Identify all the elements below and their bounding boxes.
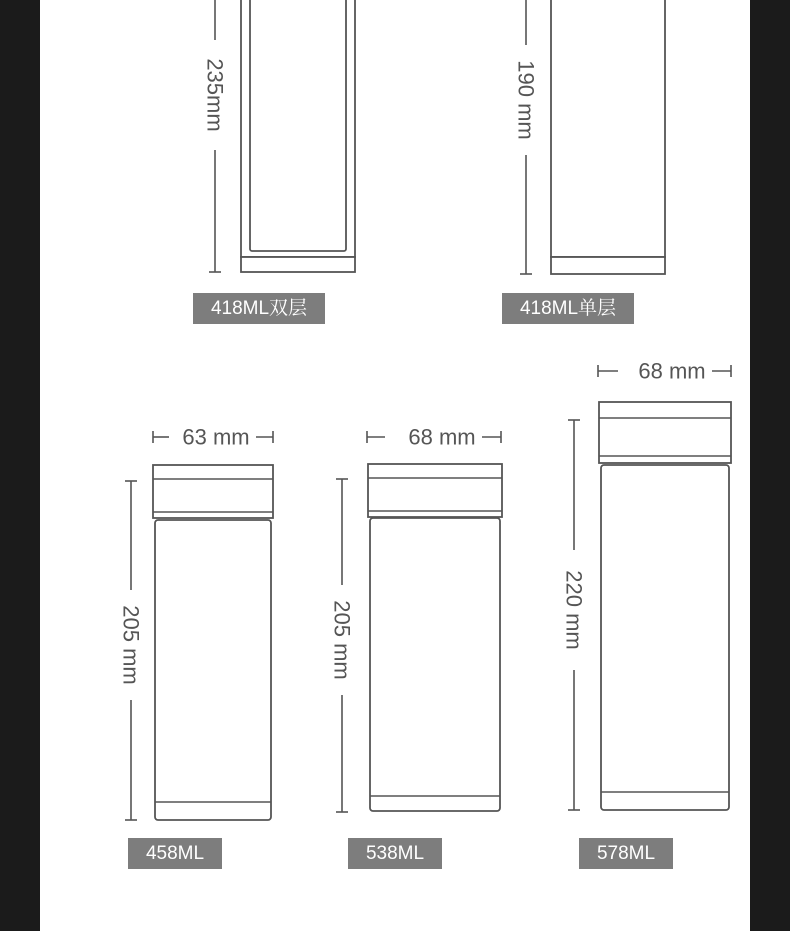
bottle-cap — [153, 465, 273, 518]
dimension-drawing — [40, 0, 790, 931]
height-dimension-4 — [330, 479, 355, 812]
bottle-body — [601, 465, 729, 810]
width-dimension-4 — [367, 425, 501, 450]
bottle-body — [551, 0, 665, 257]
capacity-label-538ml: 538ML — [348, 838, 442, 869]
width-dimension-3 — [153, 425, 273, 450]
bottle-body — [370, 518, 500, 811]
bottle-base — [241, 257, 355, 272]
bottle-458ml — [153, 465, 273, 820]
width-label: 68 mm — [638, 358, 706, 384]
capacity-label-458ml: 458ML — [128, 838, 222, 869]
capacity-label-418ml-double: 418ML双层 — [193, 293, 325, 324]
width-dimension-5 — [598, 359, 731, 384]
bottle-inner-wall — [250, 0, 346, 251]
height-dimension-1 — [203, 0, 228, 272]
height-label: 235mm — [202, 58, 228, 132]
bottle-418ml-double — [241, 0, 355, 272]
spec-panel — [40, 0, 750, 931]
bottle-418ml-single — [551, 0, 665, 274]
bottle-base — [551, 257, 665, 274]
height-dimension-2 — [514, 0, 539, 274]
height-label: 220 mm — [561, 570, 587, 650]
capacity-label-578ml: 578ML — [579, 838, 673, 869]
height-label: 205 mm — [118, 605, 144, 685]
bottle-body — [155, 520, 271, 820]
capacity-label-418ml-single: 418ML单层 — [502, 293, 634, 324]
bottle-cap — [368, 464, 502, 517]
height-label: 205 mm — [329, 600, 355, 680]
width-label: 63 mm — [182, 424, 250, 450]
height-dimension-3 — [119, 481, 144, 820]
height-label: 190 mm — [513, 60, 539, 140]
bottle-538ml — [368, 464, 502, 811]
bottle-578ml — [599, 402, 731, 810]
bottle-cap — [599, 402, 731, 463]
width-label: 68 mm — [408, 424, 476, 450]
height-dimension-5 — [562, 420, 587, 810]
